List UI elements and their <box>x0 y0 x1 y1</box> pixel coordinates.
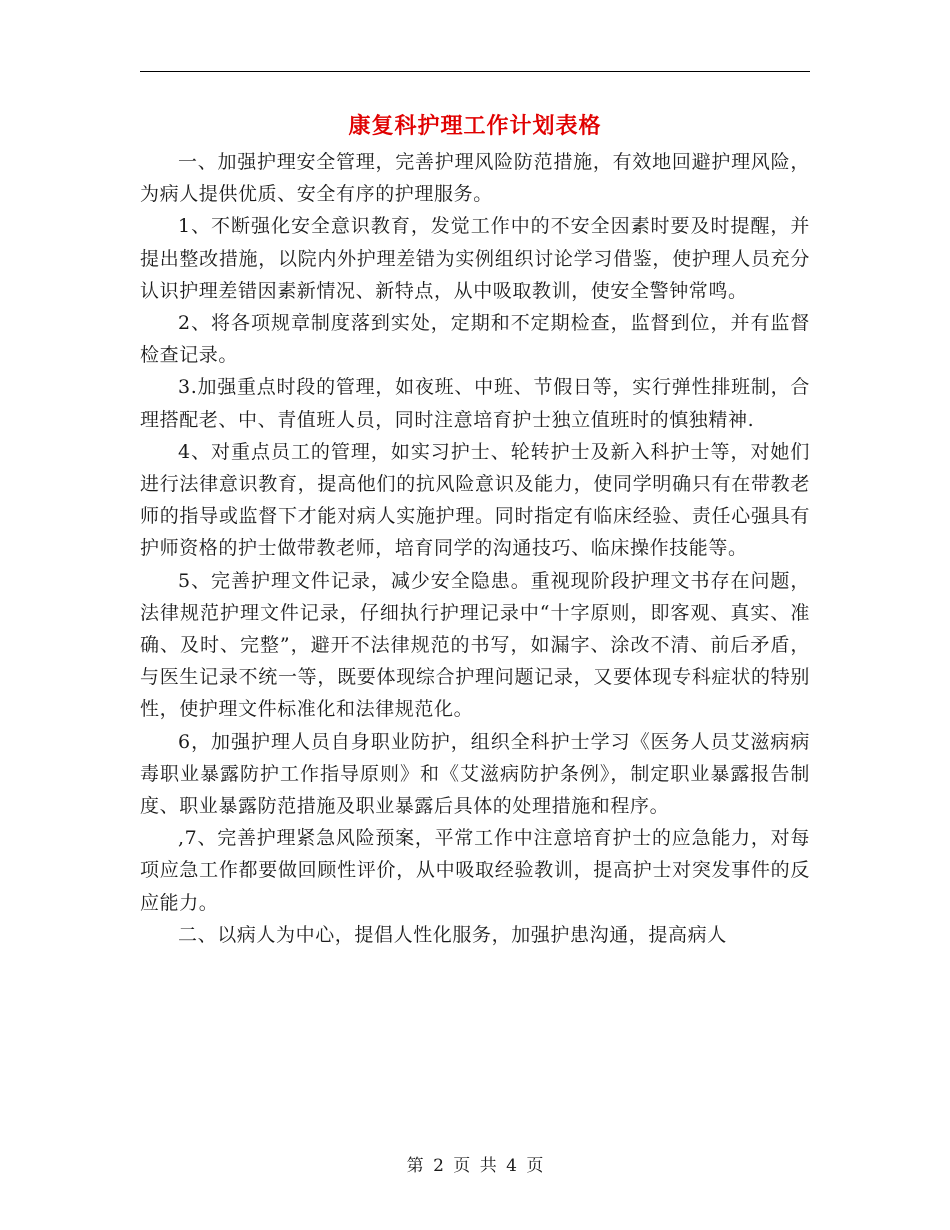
paragraph-2: 1、不断强化安全意识教育，发觉工作中的不安全因素时要及时提醒，并提出整改措施，以院内外护理差错为实例组织讨论学习借鉴，使护理人员充分认识护理差错因素新情况、新特点，从中吸取教训，使安全警钟常鸣。 <box>140 215 810 302</box>
page-footer: 第 2 页 共 4 页 <box>406 1156 544 1176</box>
paragraph-1: 一、加强护理安全管理，完善护理风险防范措施，有效地回避护理风险，为病人提供优质、安全有序的护理服务。 <box>140 151 810 206</box>
paragraph-4: 3.加强重点时段的管理，如夜班、中班、节假日等，实行弹性排班制，合理搭配老、中、青值班人员，同时注意培育护士独立值班时的慎独精神. <box>140 376 810 431</box>
paragraph-3: 2、将各项规章制度落到实处，定期和不定期检查，监督到位，并有监督检查记录。 <box>140 312 810 367</box>
paragraph-5: 4、对重点员工的管理，如实习护士、轮转护士及新入科护士等，对她们进行法律意识教育，提高他们的抗风险意识及能力，使同学明确只有在带教老师的指导或监督下才能对病人实施护理。同时指定有临床经验、责任心强具有护师资格的护士做带教老师，培育同学的沟通技巧、临床操作技能等。 <box>140 440 810 560</box>
paragraph-6: 5、完善护理文件记录，减少安全隐患。重视现阶段护理文书存在问题，法律规范护理文件记录，仔细执行护理记录中“十字原则，即客观、真实、准确、及时、完整”，避开不法律规范的书写，如漏字、涂改不清、前后矛盾，与医生记录不统一等，既要体现综合护理问题记录，又要体现专科症状的特别性，使护理文件标准化和法律规范化。 <box>140 569 810 721</box>
paragraph-8: ,7、完善护理紧急风险预案，平常工作中注意培育护士的应急能力，对每项应急工作都要做回顾性评价，从中吸取经验教训，提高护士对突发事件的反应能力。 <box>140 827 810 914</box>
header-rule <box>140 71 810 72</box>
paragraph-7: 6，加强护理人员自身职业防护，组织全科护士学习《医务人员艾滋病病毒职业暴露防护工作指导原则》和《艾滋病防护条例》，制定职业暴露报告制度、职业暴露防范措施及职业暴露后具体的处理措施和程序。 <box>140 730 810 818</box>
document-title: 康复科护理工作计划表格 <box>348 113 602 139</box>
paragraph-9: 二、以病人为中心，提倡人性化服务，加强护患沟通，提高病人 <box>178 923 727 946</box>
document-body <box>140 146 810 951</box>
